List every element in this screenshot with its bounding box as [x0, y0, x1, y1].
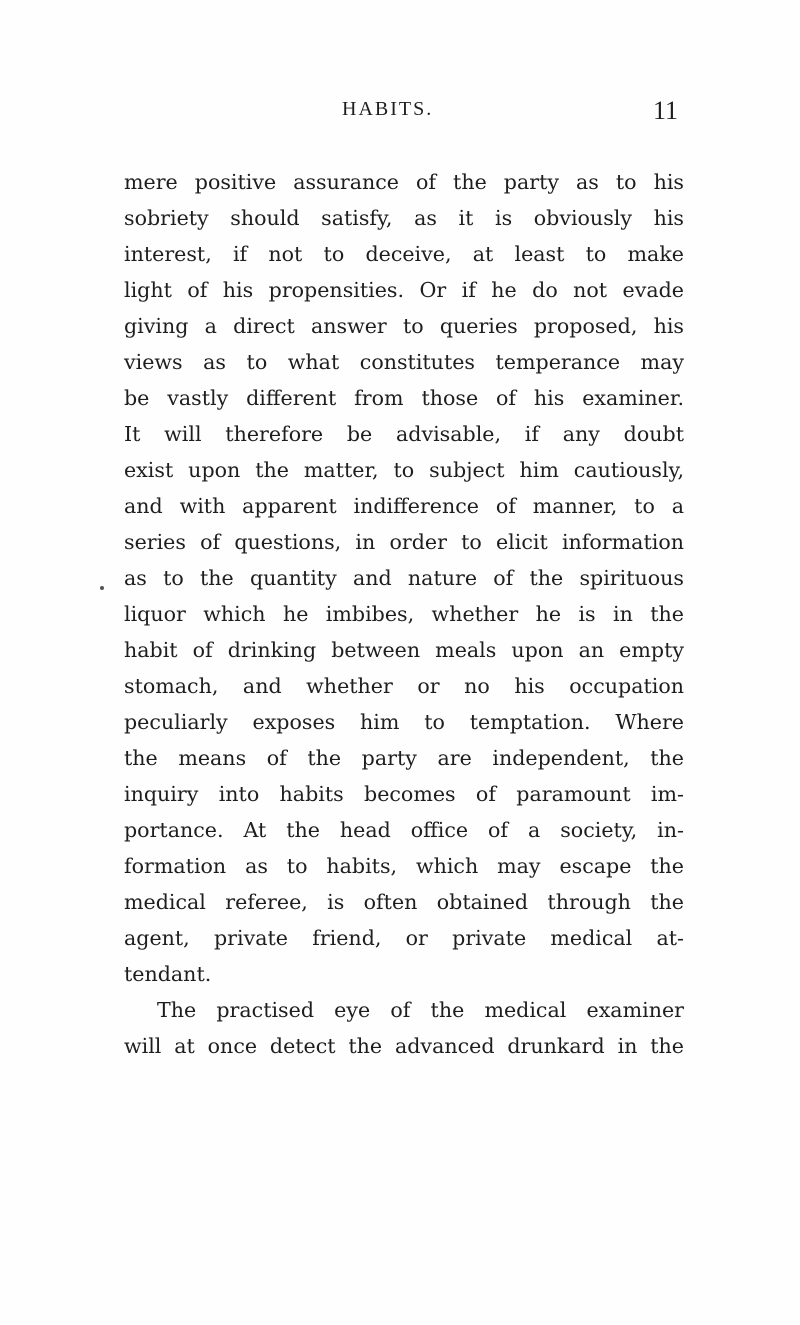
text-line: portance. At the head office of a society, in-: [124, 818, 684, 842]
text-line: formation as to habits, which may escape the: [124, 854, 684, 878]
text-line: sobriety should satisfy, as it is obviously his: [124, 206, 684, 230]
text-line: agent, private friend, or private medical at-: [124, 926, 684, 950]
text-line: light of his propensities. Or if he do not evade: [124, 278, 684, 302]
text-line: medical referee, is often obtained through the: [124, 890, 684, 914]
text-line: the means of the party are independent, the: [124, 746, 684, 770]
text-line: liquor which he imbibes, whether he is in the: [124, 602, 684, 626]
text-line: series of questions, in order to elicit information: [124, 530, 684, 554]
running-head: [120, 98, 680, 138]
text-line: will at once detect the advanced drunkard in the: [124, 1034, 684, 1058]
paragraph-start-line: The practised eye of the medical examiner: [157, 998, 684, 1022]
text-line: stomach, and whether or no his occupation: [124, 674, 684, 698]
text-line: peculiarly exposes him to temptation. Where: [124, 710, 684, 734]
text-line: mere positive assurance of the party as to his: [124, 170, 684, 194]
text-line: be vastly different from those of his examiner.: [124, 386, 684, 410]
running-head-title: HABITS.: [342, 98, 434, 120]
text-line: and with apparent indifference of manner, to a: [124, 494, 684, 518]
text-line: interest, if not to deceive, at least to make: [124, 242, 684, 266]
body-text: [124, 164, 684, 1064]
text-line: exist upon the matter, to subject him cautiously,: [124, 458, 684, 482]
page-number: 11: [652, 96, 678, 125]
text-line: It will therefore be advisable, if any doubt: [124, 422, 684, 446]
text-line: habit of drinking between meals upon an empty: [124, 638, 684, 662]
text-line: inquiry into habits becomes of paramount im-: [124, 782, 684, 806]
text-line: giving a direct answer to queries proposed, his: [124, 314, 684, 338]
margin-mark: [100, 586, 104, 590]
paragraph-end-line: tendant.: [124, 962, 212, 986]
text-line: as to the quantity and nature of the spirituous: [124, 566, 684, 590]
text-line: views as to what constitutes temperance may: [124, 350, 684, 374]
